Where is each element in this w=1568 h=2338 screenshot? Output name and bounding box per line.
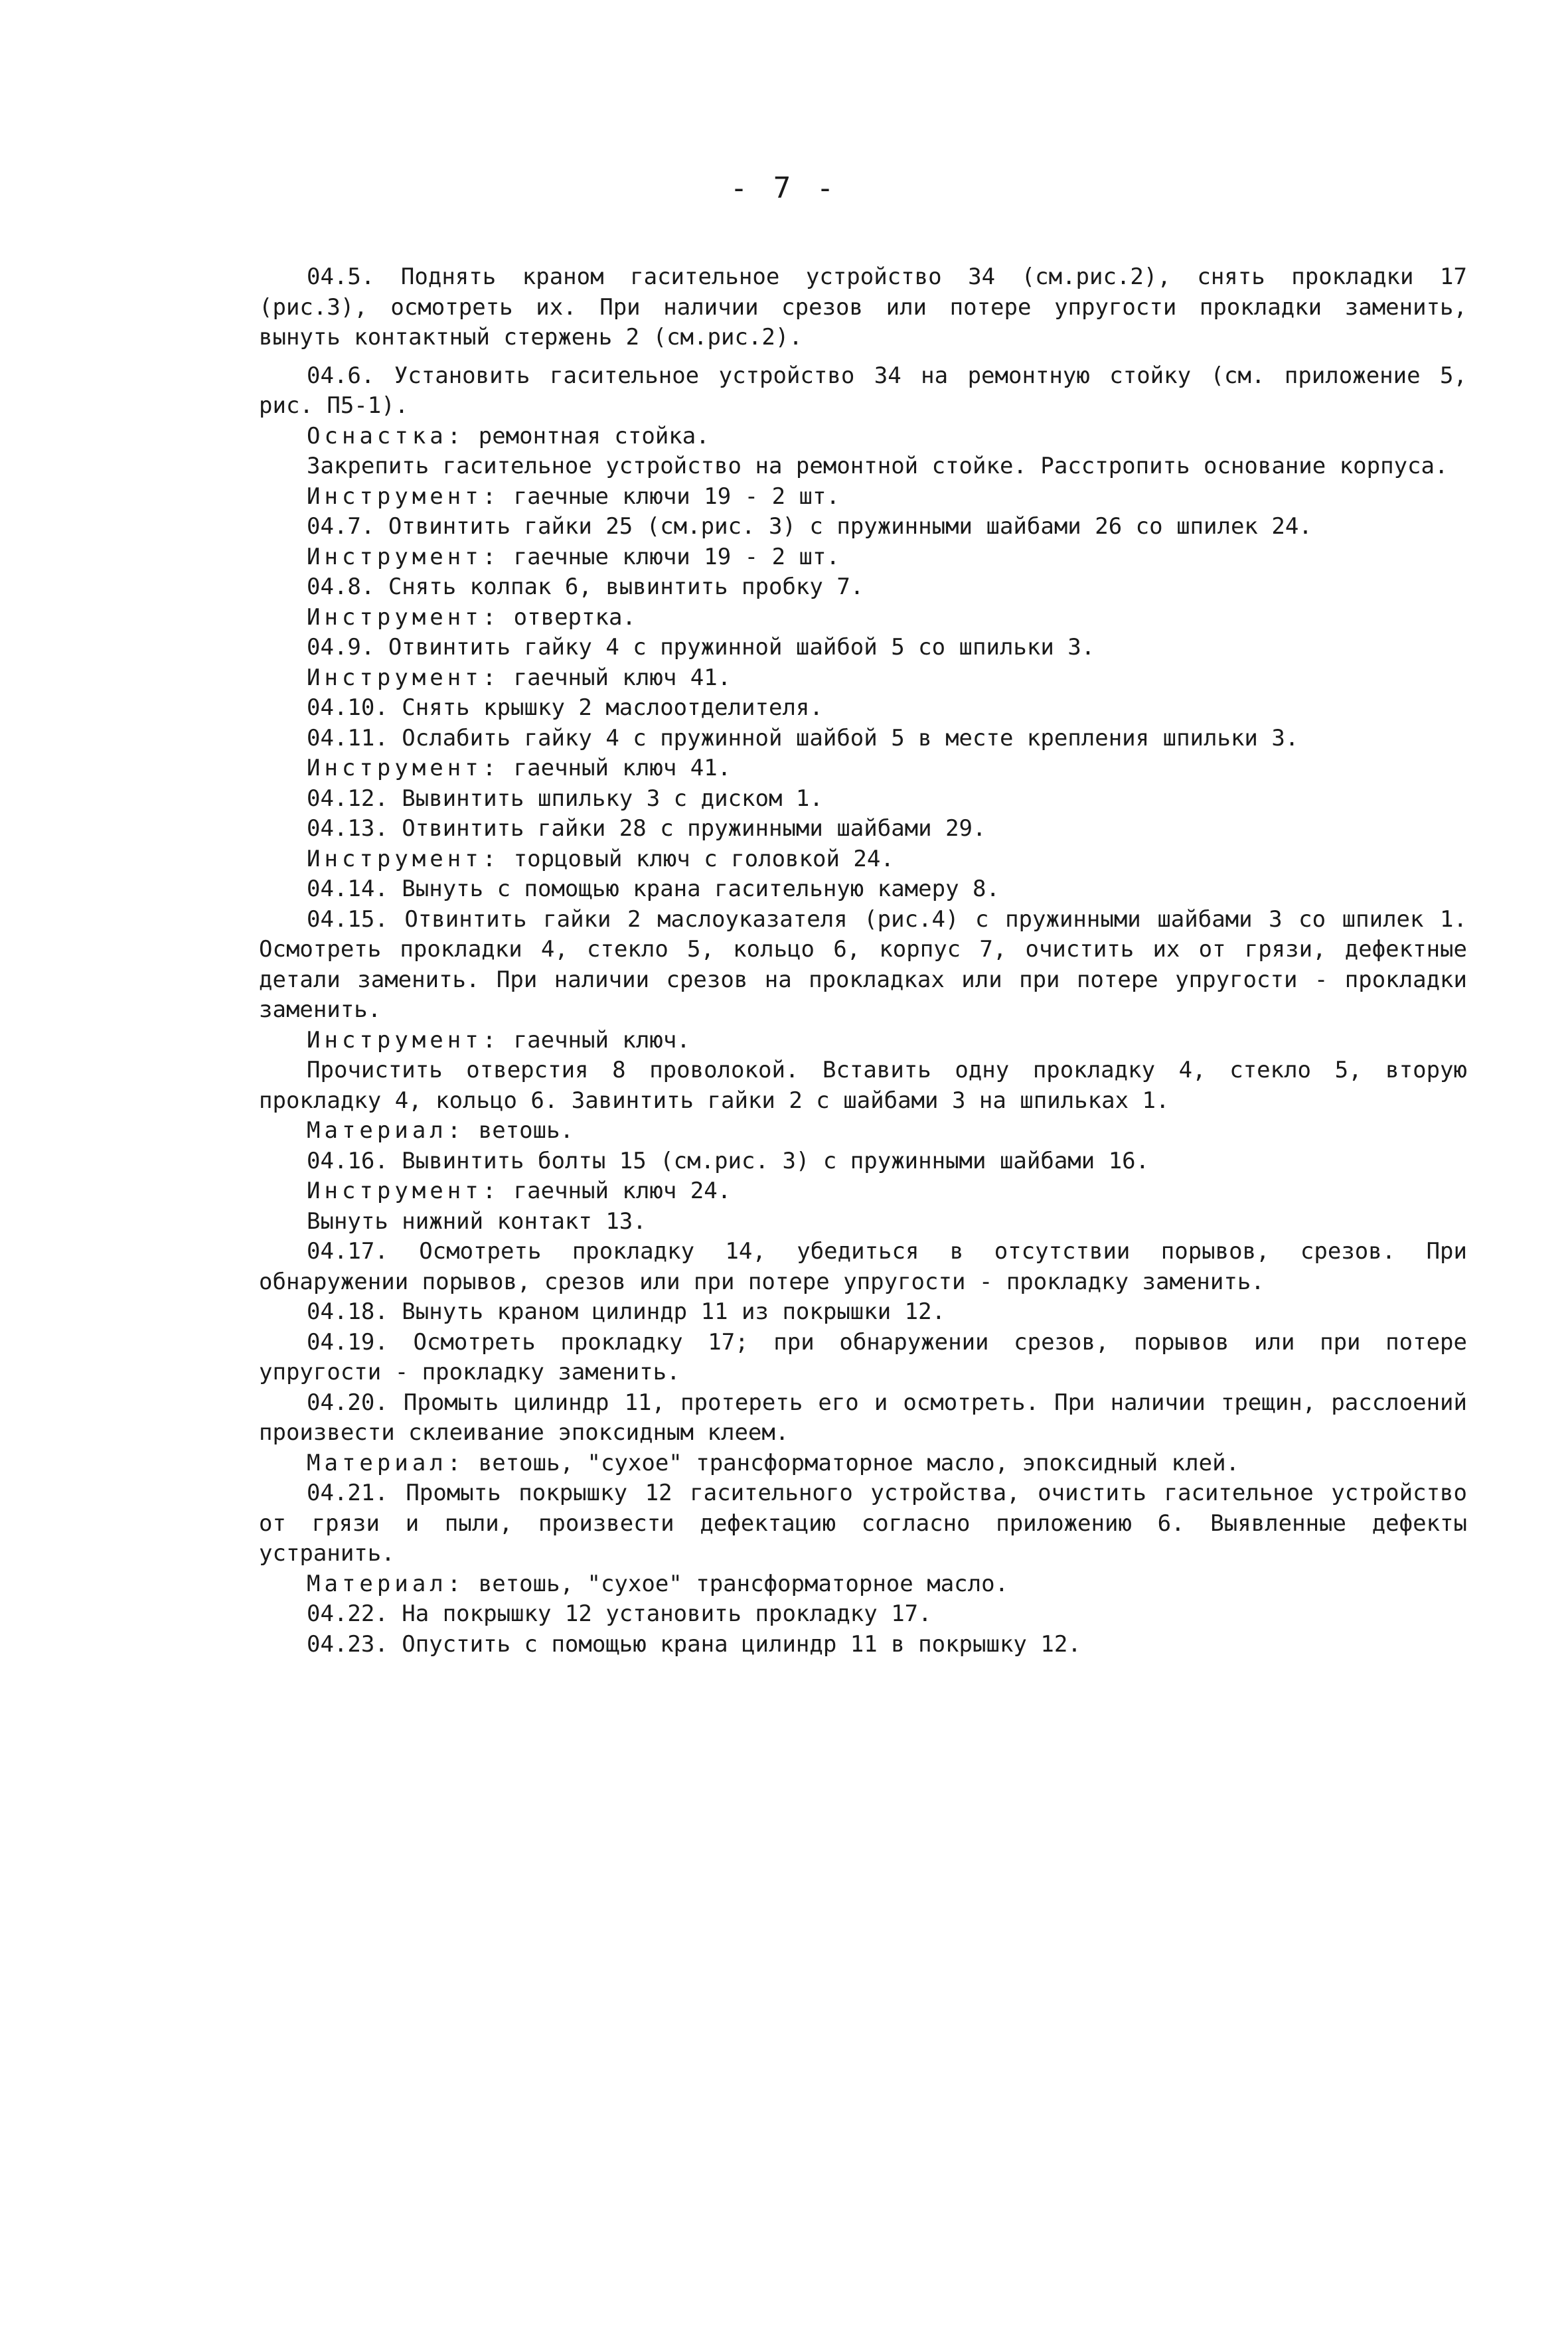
tool-label: Инструмент: [307,483,501,510]
document-body [259,262,1467,1660]
tool-label: Инструмент: [307,1178,501,1204]
paragraph-04-20: 04.20. Промыть цилиндр 11, протереть его и осмотреть. При наличии трещин, расслоений произвести склеивание эпоксидным клеем. [259,1389,1467,1446]
page-number: - 7 - [730,171,838,205]
paragraph-04-15: 04.15. Отвинтить гайки 2 маслоуказателя (рис.4) с пружинными шайбами 3 со шпилек 1. Осмотреть прокладки 4, стекло 5, кольцо 6, корпус 7, очистить их от грязи, дефектные детали заменить. При наличии срезов на прокладках или при потере упругости - прокладки заменить. [259,905,1467,1023]
paragraph-04-7: 04.7. Отвинтить гайки 25 (см.рис. 3) с пружинными шайбами 26 со шпилек 24. [307,513,1312,540]
paragraph-04-9: 04.9. Отвинтить гайку 4 с пружинной шайбой 5 со шпильки 3. [307,634,1095,661]
paragraph-04-6: 04.6. Установить гасительное устройство 34 на ремонтную стойку (см. приложение 5, рис. П5-1). [259,362,1467,419]
equipment-label: Оснастка: [307,422,465,449]
tool-text: гаечный ключ 41. [513,664,732,691]
paragraph-04-13: 04.13. Отвинтить гайки 28 с пружинными шайбами 29. [307,815,986,842]
tool-label: Инструмент: [307,755,501,781]
tool-text: гаечный ключ 41. [513,755,732,781]
paragraph-04-23: 04.23. Опустить с помощью крана цилиндр 11 в покрышку 12. [307,1630,1081,1658]
paragraph-04-17: 04.17. Осмотреть прокладку 14, убедиться в отсутствии порывов, срезов. При обнаружении порывов, срезов или при потере упругости - прокладку заменить. [259,1238,1467,1295]
paragraph-04-16: 04.16. Вывинтить болты 15 (см.рис. 3) с пружинными шайбами 16. [307,1147,1150,1174]
tool-note [259,753,1467,784]
paragraph-04-19: 04.19. Осмотреть прокладку 17; при обнаружении срезов, порывов или при потере упругости - прокладку заменить. [259,1328,1467,1385]
tool-text: гаечные ключи 19 - 2 шт. [513,483,840,510]
tool-label: Инструмент: [307,1026,501,1053]
tool-note [259,844,1467,875]
tool-label: Инструмент: [307,543,501,570]
material-note [259,1448,1467,1479]
tool-note [259,1176,1467,1207]
material-note [259,1116,1467,1146]
tool-text: гаечные ключи 19 - 2 шт. [513,543,840,570]
tool-text: отвертка. [513,603,636,631]
paragraph-fix-device: Закрепить гасительное устройство на ремонтной стойке. Расстропить основание корпуса. [307,453,1449,479]
tool-label: Инструмент: [307,664,501,691]
tool-text: гаечный ключ. [513,1026,690,1053]
paragraph-clean-holes: Прочистить отверстия 8 проволокой. Вставить одну прокладку 4, стекло 5, вторую прокладку 4, кольцо 6. Завинтить гайки 2 с шайбами 3 на шпильках 1. [259,1057,1467,1114]
paragraph-04-22: 04.22. На покрышку 12 установить прокладку 17. [307,1600,932,1627]
tool-label: Инструмент: [307,845,501,872]
material-label: Материал: [307,1117,465,1144]
paragraph-04-14: 04.14. Вынуть с помощью крана гасительную камеру 8. [307,876,1000,902]
tool-note [259,663,1467,694]
paragraph-04-12: 04.12. Вывинтить шпильку 3 с диском 1. [307,785,823,812]
material-text: ветошь, "сухое" трансформаторное масло. [478,1570,1009,1597]
paragraph-remove-contact: Вынуть нижний контакт 13. [307,1208,647,1235]
tool-note [259,1026,1467,1056]
tool-note [259,482,1467,512]
paragraph-04-8: 04.8. Снять колпак 6, вывинтить пробку 7. [307,574,864,600]
paragraph-04-21: 04.21. Промыть покрышку 12 гасительного устройства, очистить гасительное устройство от грязи и пыли, произвести дефектацию согласно приложению 6. Выявленные дефекты устранить. [259,1480,1467,1567]
material-note [259,1569,1467,1600]
equipment-note [259,422,1467,452]
tool-text: гаечный ключ 24. [513,1178,732,1204]
paragraph-04-5: 04.5. Поднять краном гасительное устройство 34 (см.рис.2), снять прокладки 17 (рис.3), осмотреть их. При наличии срезов или потере упругости прокладки заменить, вынуть контактный стержень 2 (см.рис.2). [259,264,1467,351]
tool-note [259,603,1467,633]
paragraph-04-10: 04.10. Снять крышку 2 маслоотделителя. [307,694,823,721]
material-label: Материал: [307,1449,465,1476]
tool-note [259,542,1467,573]
material-text: ветошь, "сухое" трансформаторное масло, эпоксидный клей. [478,1449,1240,1476]
material-text: ветошь. [478,1117,574,1144]
tool-text: торцовый ключ с головкой 24. [513,845,894,872]
material-label: Материал: [307,1570,465,1597]
tool-label: Инструмент: [307,603,501,631]
paragraph-04-11: 04.11. Ослабить гайку 4 с пружинной шайбой 5 в месте крепления шпильки 3. [307,724,1299,751]
paragraph-04-18: 04.18. Вынуть краном цилиндр 11 из покрышки 12. [307,1298,946,1325]
equipment-text: ремонтная стойка. [478,422,710,449]
